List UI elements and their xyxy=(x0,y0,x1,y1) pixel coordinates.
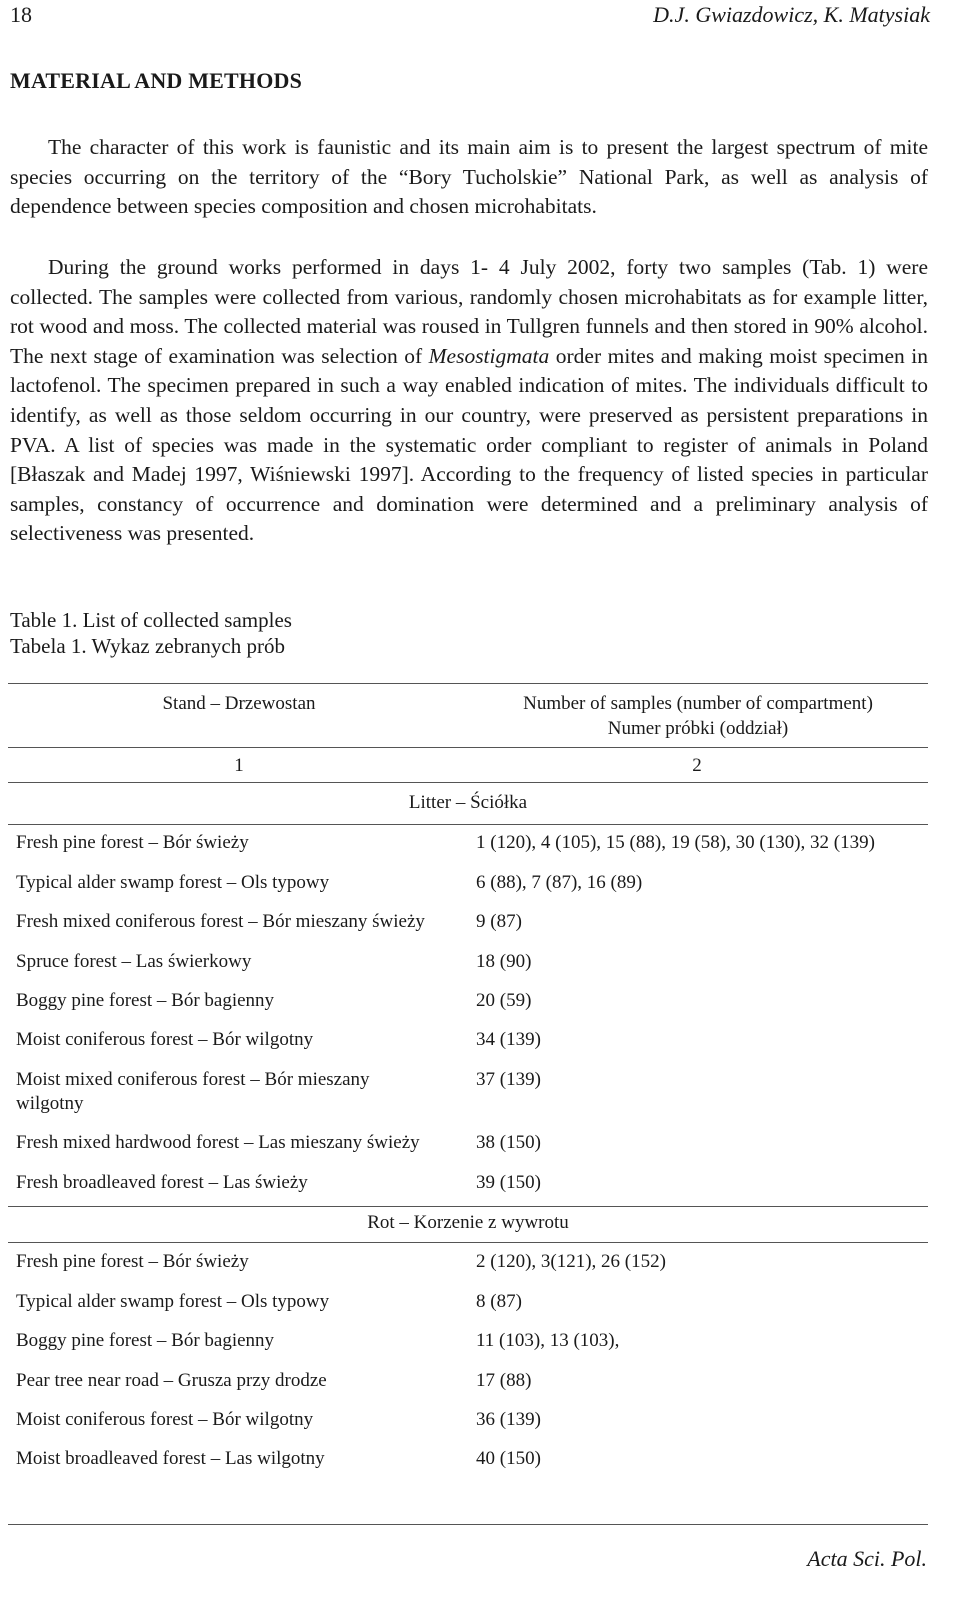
footer-journal-name: Acta Sci. Pol. xyxy=(807,1546,927,1571)
table-rule xyxy=(8,782,928,783)
table-cell-stand: Boggy pine forest – Bór bagienny xyxy=(16,990,275,1011)
table-cell-stand: Fresh pine forest – Bór świeży xyxy=(16,1251,249,1272)
table-cell-samples: 40 (150) xyxy=(476,1448,541,1469)
table-cell-samples: 11 (103), 13 (103), xyxy=(476,1330,620,1351)
table-cell-samples: 18 (90) xyxy=(476,951,532,972)
table-cell-stand: Moist mixed coniferous forest – Bór mieszany xyxy=(16,1069,370,1090)
table-cell-samples: 34 (139) xyxy=(476,1029,541,1050)
table-cell-samples: 6 (88), 7 (87), 16 (89) xyxy=(476,872,643,893)
table-cell-stand: Moist broadleaved forest – Las wilgotny xyxy=(16,1448,325,1469)
table-cell-samples: 38 (150) xyxy=(476,1132,541,1153)
table-caption: Table 1. List of collected samples xyxy=(10,608,292,632)
table-cell-stand: Fresh mixed coniferous forest – Bór mieszany świeży xyxy=(16,911,425,932)
column-number: 2 xyxy=(692,755,702,776)
paragraph-text: During the ground works performed in days 1- 4 July 2002, forty two samples (Tab. 1) were collected. The samples were collected from various, randomly chosen microhabitats as for example litter, rot wood and moss. The collected material was roused in Tullgren funnels and then stored in 90% alcohol. The next stage of examination was selection of xyxy=(10,255,928,368)
body-paragraph: The character of this work is faunistic and its main aim is to present the largest spectrum of mite species occurring on the territory of the “Bory Tucholskie” National Park, as well as analysis of dependence between species composition and chosen microhabitats. xyxy=(10,135,928,219)
table-cell-stand: Fresh pine forest – Bór świeży xyxy=(16,832,249,853)
column-number: 1 xyxy=(234,755,244,776)
paragraph-text: order mites and making moist specimen in lactofenol. The specimen prepared in such a way enabled indication of mites. The individuals difficult to identify, as well as those seldom occurring in our country, were preserved as persistent preparations in PVA. A list of species was made in the systematic order compliant to register of animals in Poland [Błaszak and Madej 1997, Wiśniewski 1997]. According to the frequency of listed species in particular samples, constancy of occurrence and domination were determined and a preliminary analysis of selectiveness was presented. xyxy=(10,343,928,546)
table-rule xyxy=(8,1242,928,1243)
table-cell-samples: 20 (59) xyxy=(476,990,532,1011)
column-header-stand: Stand – Drzewostan xyxy=(162,693,316,714)
table-rule-top xyxy=(8,683,928,684)
table-cell-stand: Moist coniferous forest – Bór wilgotny xyxy=(16,1029,314,1050)
table-cell-samples: 1 (120), 4 (105), 15 (88), 19 (58), 30 (130), 32 (139) xyxy=(476,832,875,853)
table-rule xyxy=(8,1206,928,1207)
group-title-litter: Litter – Ściółka xyxy=(408,792,528,813)
table-cell-stand: Spruce forest – Las świerkowy xyxy=(16,951,252,972)
table-cell-stand: Fresh broadleaved forest – Las świeży xyxy=(16,1172,308,1193)
taxon-name: Mesostigmata xyxy=(428,343,550,368)
table-cell-samples: 37 (139) xyxy=(476,1069,541,1090)
column-header-samples-polish: Numer próbki (oddział) xyxy=(607,718,789,739)
running-header: D.J. Gwiazdowicz, K. Matysiak xyxy=(653,2,930,27)
table-caption-polish: Tabela 1. Wykaz zebranych prób xyxy=(10,634,285,658)
group-title-rot: Rot – Korzenie z wywrotu xyxy=(367,1212,569,1233)
table-cell-stand-continued: wilgotny xyxy=(16,1093,84,1114)
table-cell-samples: 36 (139) xyxy=(476,1409,541,1430)
table-cell-stand: Typical alder swamp forest – Ols typowy xyxy=(16,872,330,893)
table-cell-stand: Typical alder swamp forest – Ols typowy xyxy=(16,1291,330,1312)
table-cell-samples: 17 (88) xyxy=(476,1370,532,1391)
table-cell-stand: Moist coniferous forest – Bór wilgotny xyxy=(16,1409,314,1430)
column-header-samples: Number of samples (number of compartment) xyxy=(523,693,873,714)
table-cell-stand: Pear tree near road – Grusza przy drodze xyxy=(16,1370,327,1391)
table-cell-stand: Boggy pine forest – Bór bagienny xyxy=(16,1330,275,1351)
table-cell-samples: 9 (87) xyxy=(476,911,522,932)
table-rule xyxy=(8,824,928,825)
table-cell-samples: 8 (87) xyxy=(476,1291,522,1312)
table-cell-samples: 39 (150) xyxy=(476,1172,541,1193)
page-number: 18 xyxy=(10,2,32,27)
body-paragraph xyxy=(10,253,928,549)
table-rule xyxy=(8,747,928,748)
table-cell-stand: Fresh mixed hardwood forest – Las mieszany świeży xyxy=(16,1132,420,1153)
table-rule-bottom xyxy=(8,1524,928,1525)
section-heading: MATERIAL AND METHODS xyxy=(10,68,303,93)
table-cell-samples: 2 (120), 3(121), 26 (152) xyxy=(476,1251,666,1272)
